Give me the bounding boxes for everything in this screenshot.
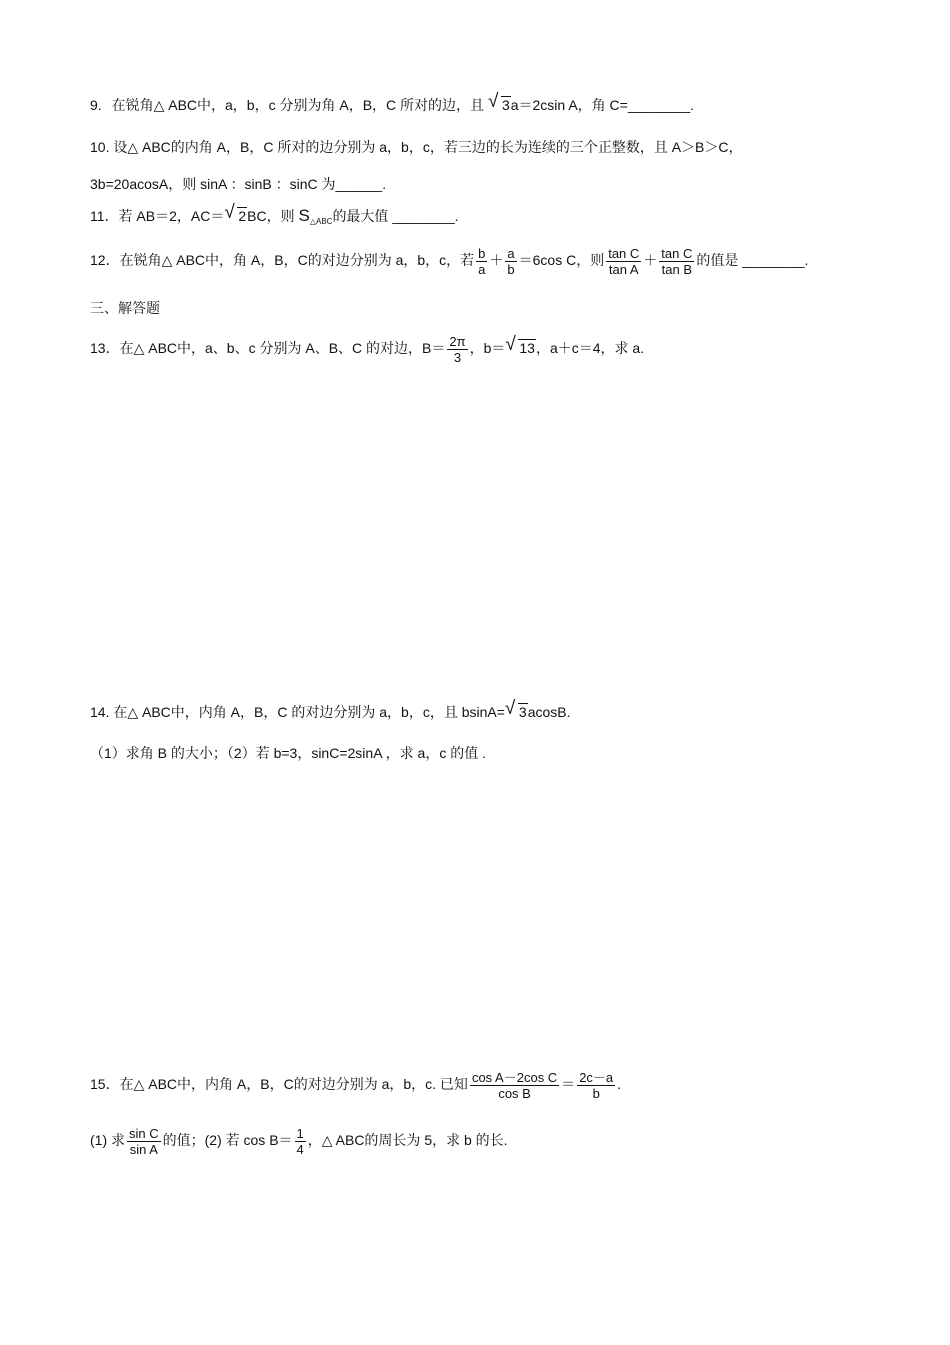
q13-fraction-2pi-over-3 <box>447 334 467 365</box>
q15-f2-denominator: b <box>592 1086 600 1101</box>
q15-fraction-one-quarter <box>295 1126 306 1157</box>
q9-sqrt-value: 3 <box>501 97 510 113</box>
sqrt-symbol: √ 3 <box>504 698 527 720</box>
q12-f3-numerator: tan C <box>608 246 640 261</box>
q12-f4-numerator: tan C <box>661 246 693 261</box>
q13-text-part2: ，b＝ <box>469 340 506 357</box>
question-10-line2: 3b=20acosA，则 sinA ：sinB ：sinC 为______. <box>90 176 387 192</box>
q12-plus-1: ＋ <box>489 252 504 269</box>
q15-f3-numerator: sin C <box>129 1126 159 1141</box>
q11-sqrt-value: 2 <box>238 208 247 224</box>
q12-plus-2: ＋ <box>643 252 658 269</box>
q15-l2-part-c: ，△ ABC的周长为 5，求 b 的长. <box>307 1132 508 1149</box>
q15-f2-numerator: 2c－a <box>579 1070 614 1085</box>
question-13 <box>90 334 644 365</box>
q14-text-part2: acosB. <box>527 704 571 720</box>
q15-fraction-right <box>577 1070 615 1101</box>
q15-f3-denominator: sin A <box>129 1142 158 1157</box>
q15-equals: ＝ <box>561 1076 576 1093</box>
q12-f1-numerator: b <box>478 246 486 261</box>
q11-area-symbol: S <box>298 206 310 225</box>
question-15 <box>90 1070 621 1101</box>
q9-number: 9. <box>90 97 102 113</box>
q13-text-part1: 13．在△ ABC中，a、b、c 分别为 A、B、C 的对边，B＝ <box>90 340 446 357</box>
question-12 <box>90 246 808 277</box>
q15-text-part1: 15．在△ ABC中，内角 A，B，C的对边分别为 a，b，c. 已知 <box>90 1076 468 1093</box>
q15-fraction-sinc-over-sina <box>127 1126 161 1157</box>
q12-fraction-a-over-b <box>505 246 516 277</box>
q14-sqrt-value: 3 <box>518 704 527 720</box>
q9-text-part2: a＝2csin A，角 C=________. <box>510 97 695 113</box>
q12-fraction-tanc-over-tana <box>606 246 641 277</box>
question-9 <box>90 91 695 114</box>
q13-text-part3: ，a＋c＝4，求 a. <box>535 340 645 357</box>
sqrt-symbol: √ 2 <box>224 202 247 224</box>
q11-text-part2: BC，则 <box>247 208 295 224</box>
question-15-subparts <box>90 1126 508 1157</box>
q14-text-part1: 14. 在△ ABC中，内角 A，B，C 的对边分别为 a，b，c，且 bsinA= <box>90 704 505 720</box>
q12-f1-denominator: a <box>478 262 486 277</box>
q13-f-denominator: 3 <box>453 350 462 365</box>
q13-sqrt-value: 13 <box>519 340 535 357</box>
q9-text-part1: 在锐角△ ABC中，a，b，c 分别为角 A，B，C 所对的边，且 <box>111 97 485 113</box>
q15-text-part2: . <box>617 1076 622 1093</box>
question-14-subparts: （1）求角 B 的大小；（2）若 b=3，sinC=2sinA ，求 a，c 的值 . <box>90 745 486 761</box>
q15-f1-numerator: cos A－2cos C <box>471 1070 558 1085</box>
q15-f4-denominator: 4 <box>296 1142 304 1157</box>
q12-text-part2: ＝6cos C，则 <box>518 252 605 269</box>
q11-text-part1: 11．若 AB＝2，AC＝ <box>90 208 225 224</box>
q12-fraction-b-over-a <box>476 246 487 277</box>
q12-f2-denominator: b <box>507 262 515 277</box>
q12-text-part1: 12．在锐角△ ABC中，角 A，B，C的对边分别为 a，b，c，若 <box>90 252 475 269</box>
sqrt-symbol: √ 3 <box>487 91 510 113</box>
q15-l2-part-b: 的值；(2) 若 cos B＝ <box>162 1132 293 1149</box>
q15-fraction-left <box>470 1070 559 1101</box>
question-11 <box>90 202 459 231</box>
question-14 <box>90 698 571 721</box>
q13-f-numerator: 2π <box>449 334 466 349</box>
q15-f4-numerator: 1 <box>296 1126 304 1141</box>
q11-area-subscript: △ABC <box>309 217 333 226</box>
q11-text-part3: 的最大值 ________. <box>332 208 459 224</box>
q15-l2-part-a: (1) 求 <box>90 1132 125 1149</box>
q15-f1-denominator: cos B <box>498 1086 531 1101</box>
sqrt-symbol: √ 13 <box>505 334 535 357</box>
q12-f4-denominator: tan B <box>661 262 692 277</box>
q12-f2-numerator: a <box>507 246 515 261</box>
question-10-line1: 10. 设△ ABC的内角 A，B，C 所对的边分别为 a，b，c，若三边的长为连续的三个正整数，且 A＞B＞C， <box>90 139 743 155</box>
section-heading: 三、解答题 <box>90 300 160 316</box>
q12-f3-denominator: tan A <box>608 262 639 277</box>
q12-text-part3: 的值是 ________. <box>696 252 809 269</box>
q12-fraction-tanc-over-tanb <box>659 246 694 277</box>
